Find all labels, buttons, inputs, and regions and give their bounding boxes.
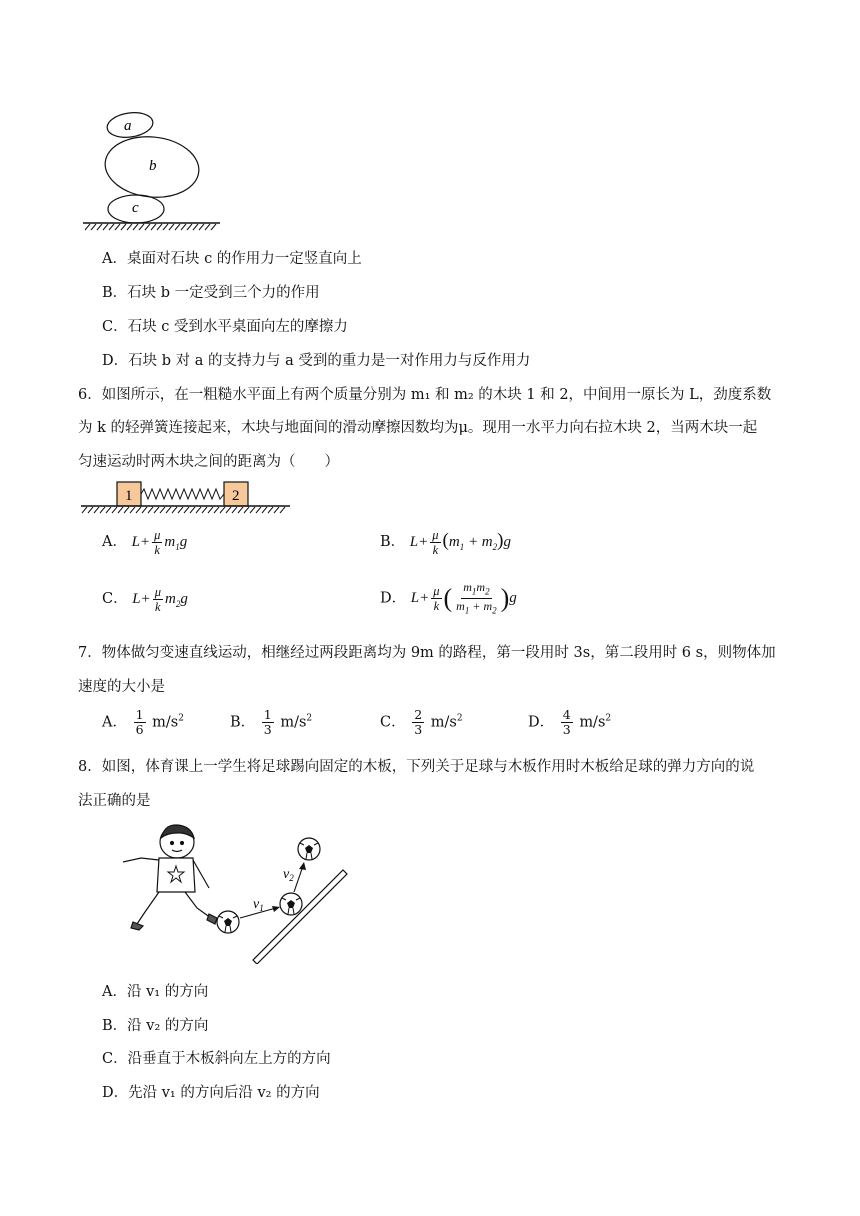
block-2-label: 2 — [232, 488, 240, 504]
ground-hatch — [82, 507, 285, 513]
v1-label: $v_1$ — [253, 897, 264, 913]
q7-stem-line-1: 7．物体做匀变速直线运动，相继经过两段距离均为 9m 的路程，第一段用时 3s，第二段用时 6 s，则物体加 — [78, 645, 776, 661]
q6-stem-line-2: 为 k 的轻弹簧连接起来，木块与地面间的滑动摩擦因数均为μ。现用一水平力向右拉木块 2，当两木块一起 — [78, 420, 758, 436]
v2-label: $v_2$ — [283, 867, 294, 883]
q8-option-d: D．先沿 v₁ 的方向后沿 v₂ 的方向 — [102, 1085, 320, 1101]
spring — [141, 489, 224, 499]
q8-option-c: C．沿垂直于木板斜向左上方的方向 — [102, 1051, 331, 1067]
block-1-label: 1 — [125, 488, 133, 504]
q6-option-a: A． L+ $\frac{\mu}{k}$ $m_1g$ — [102, 528, 188, 557]
student — [123, 825, 217, 930]
q8-option-a: A．沿 v₁ 的方向 — [102, 984, 209, 1000]
q6-option-c: C． L+ $\frac{\mu}{k}$ $m_2g$ — [102, 585, 188, 614]
ball-2 — [280, 893, 302, 915]
q8-stem-line-2: 法正确的是 — [78, 793, 151, 809]
kick-ball-figure — [115, 822, 355, 964]
q7-option-b: B． $\frac{1}{3}$ $m/s^2$ — [230, 707, 313, 737]
q6-option-d: D． L+ $\frac{\mu}{k}$ ( $\frac{m_1m_2}{m_1 + m_2}$ )g — [380, 580, 517, 616]
q7-option-d: D． $\frac{4}{3}$ $m/s^2$ — [528, 707, 612, 737]
q5-option-c: C．石块 c 受到水平桌面向左的摩擦力 — [102, 319, 348, 335]
q8-stem-line-1: 8．如图，体育课上一学生将足球踢向固定的木板，下列关于足球与木板作用时木板给足球的弹力方向的说 — [78, 759, 755, 775]
q7-option-c: C． $\frac{2}{3}$ $m/s^2$ — [380, 707, 463, 737]
ball-1 — [217, 911, 239, 933]
q7-stem-line-2: 速度的大小是 — [78, 679, 165, 695]
q6-stem-line-3: 匀速运动时两木块之间的距离为（ ） — [78, 454, 339, 470]
q6-stem-line-1: 6．如图所示，在一粗糙水平面上有两个质量分别为 m₁ 和 m₂ 的木块 1 和 2，中间用一原长为 L，劲度系数 — [78, 387, 772, 403]
q7-option-a: A． $\frac{1}{6}$ $m/s^2$ — [102, 707, 184, 737]
stone-label-b: b — [149, 158, 157, 174]
q5-option-a: A．桌面对石块 c 的作用力一定竖直向上 — [102, 251, 362, 267]
blocks-spring-figure — [80, 480, 292, 518]
q5-option-d: D．石块 b 对 a 的支持力与 a 受到的重力是一对作用力与反作用力 — [102, 353, 531, 369]
stones-figure — [80, 108, 225, 234]
stone-label-a: a — [124, 118, 132, 134]
q5-option-b: B．石块 b 一定受到三个力的作用 — [102, 285, 320, 301]
q6-option-b: B． L+ $\frac{\mu}{k}$ $(m_1 + m_2)g$ — [380, 528, 511, 557]
q8-option-b: B．沿 v₂ 的方向 — [102, 1018, 209, 1034]
ball-3 — [298, 838, 320, 860]
table-hatch — [85, 224, 216, 230]
stone-label-c: c — [132, 200, 139, 216]
v2-arrow — [294, 866, 303, 892]
wooden-board — [253, 870, 347, 964]
